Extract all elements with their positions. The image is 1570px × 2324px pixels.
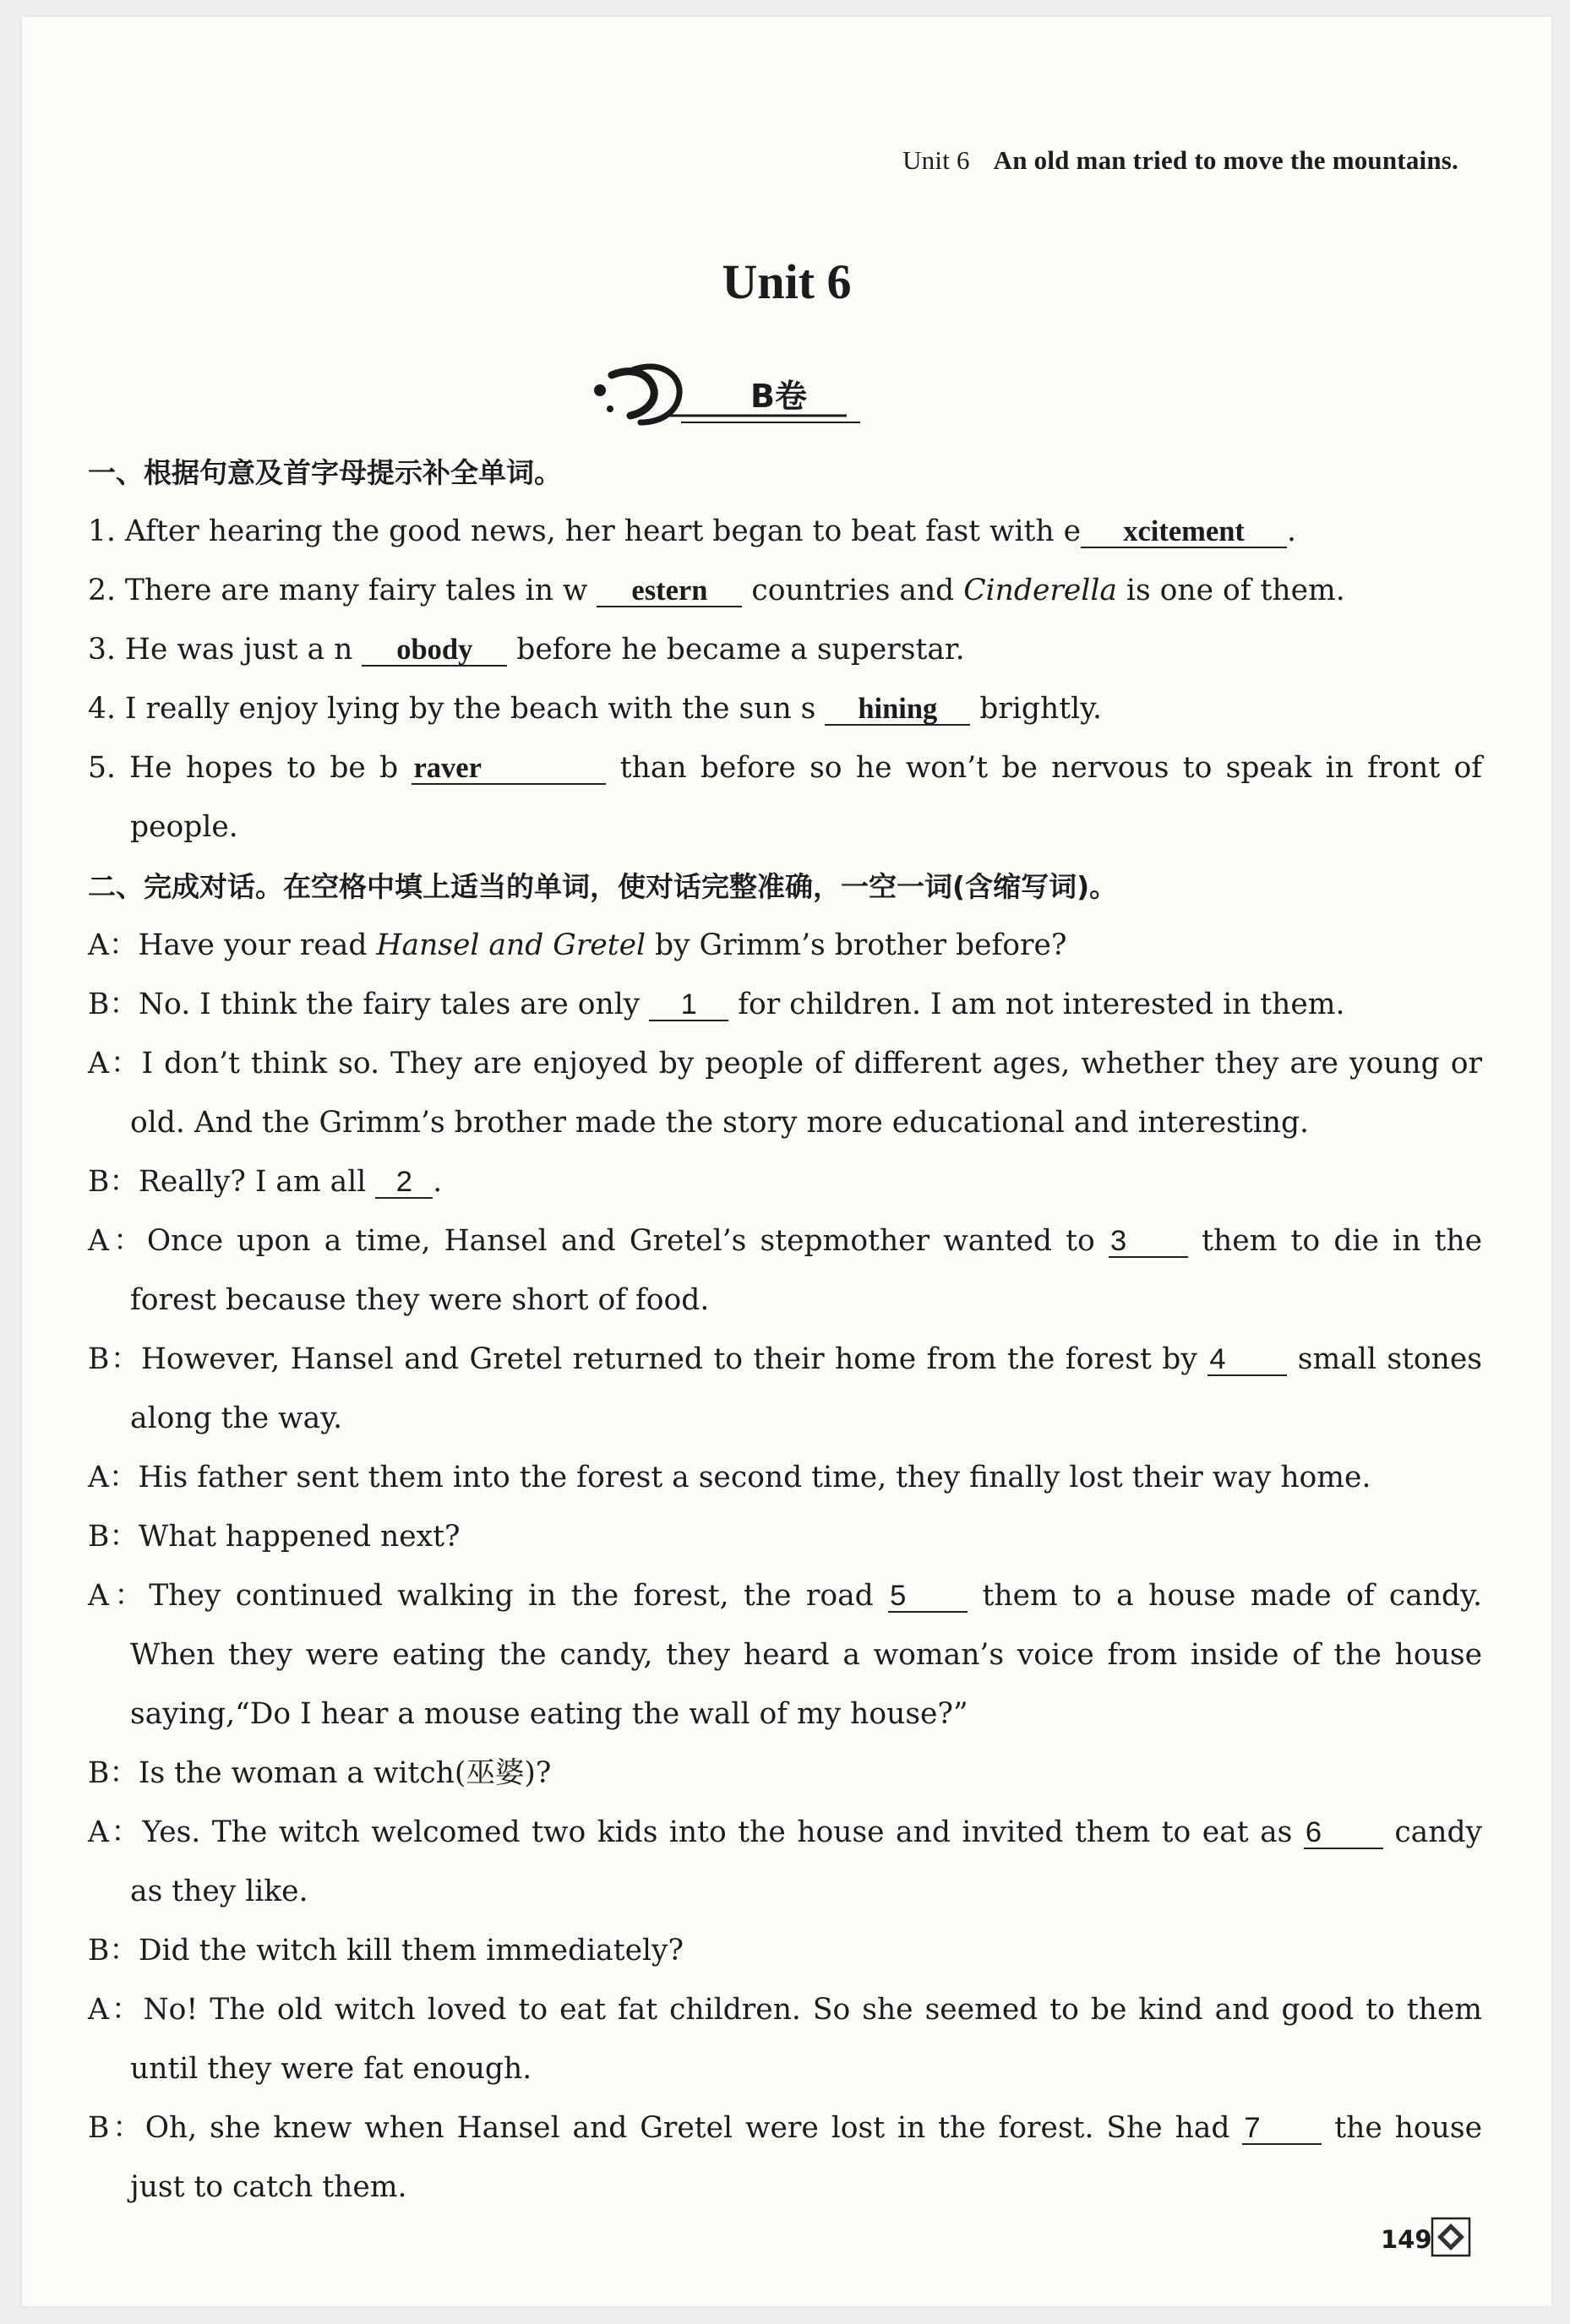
dialog-line: as they like. [130,1875,308,1908]
numbered-blank: 6 [1304,1817,1383,1849]
part1-item-5-cont: people. [130,810,238,844]
dialog-line: A：They continued walking in the forest, the road 5 them to a house made of candy. [88,1579,1482,1613]
running-header [902,145,1458,176]
dialog-line: B：What happened next? [88,1520,461,1554]
numbered-blank: 3 [1109,1226,1188,1258]
part1-item-5: 5. He hopes to be b raver than before so he won’t be nervous to speak in front of [88,751,1483,785]
header-title: An old man tried to move the mountains. [993,145,1458,175]
dialog-line: along the way. [130,1401,343,1435]
header-unit: Unit 6 [902,145,970,175]
dialog-line: B：Oh, she knew when Hansel and Gretel were lost in the forest. She had 7 the house [88,2111,1482,2145]
dialog-line: A：His father sent them into the forest a second time, they finally lost their way home. [88,1461,1371,1494]
dialog-line: old. And the Grimm’s brother made the story more educational and interesting. [130,1106,1310,1140]
part1-item-2: 2. There are many fairy tales in w estern countries and Cinderella is one of them. [88,574,1345,607]
dialog-line: A：Have your read Hansel and Gretel by Grimm’s brother before? [88,928,1067,962]
dialog-line: B：However, Hansel and Gretel returned to their home from the forest by 4 small stones [88,1342,1482,1376]
dialog-line: saying,“Do I hear a mouse eating the wall of my house?” [130,1697,968,1731]
dialog-line: A：No! The old witch loved to eat fat children. So she seemed to be kind and good to them [88,1993,1482,2027]
answer-blank: estern [597,575,742,607]
dialog-line: B：Is the woman a witch(巫婆)? [88,1756,552,1790]
numbered-blank: 5 [888,1581,968,1613]
answer-blank: raver [412,753,606,785]
part2-heading: 二、完成对话。在空格中填上适当的单词，使对话完整准确，一空一词(含缩写词)。 [88,870,1118,903]
dialog-line: B：No. I think the fairy tales are only 1 for children. I am not interested in them. [88,988,1345,1021]
dialog-line: just to catch them. [130,2170,407,2204]
part1-heading: 一、根据句意及首字母提示补全单词。 [88,456,562,489]
part1-item-4: 4. I really enjoy lying by the beach with the sun s hining brightly. [88,692,1102,726]
numbered-blank: 2 [375,1167,433,1199]
diamond-icon [1431,2217,1471,2257]
page [22,17,1551,2306]
part1-item-3: 3. He was just a n obody before he became a superstar. [88,633,965,667]
dialog-line: A：Once upon a time, Hansel and Gretel’s stepmother wanted to 3 them to die in the [88,1224,1482,1258]
answer-blank: hining [825,694,970,726]
part1-item-1: 1. After hearing the good news, her heart began to beat fast with e xcitement . [88,514,1296,548]
numbered-blank: 1 [649,989,728,1021]
answer-blank: xcitement [1081,516,1287,548]
dialog-line: until they were fat enough. [130,2052,532,2086]
section-label: B卷 [750,378,807,415]
dialog-line: B：Really? I am all 2 . [88,1165,443,1199]
dialog-line: A：Yes. The witch welcomed two kids into the house and invited them to eat as 6 candy [88,1815,1483,1849]
dialog-line: When they were eating the candy, they heard a woman’s voice from inside of the house [130,1638,1482,1672]
numbered-blank: 4 [1207,1344,1287,1376]
page-title: Unit 6 [722,254,852,309]
answer-blank: obody [362,634,507,667]
dialog-line: B：Did the witch kill them immediately? [88,1934,684,1968]
numbered-blank: 7 [1242,2113,1322,2145]
page-number: 149 [1381,2225,1432,2254]
dialog-line: A：I don’t think so. They are enjoyed by people of different ages, whether they are young or [88,1047,1482,1080]
dialog-line: forest because they were short of food. [130,1283,710,1317]
